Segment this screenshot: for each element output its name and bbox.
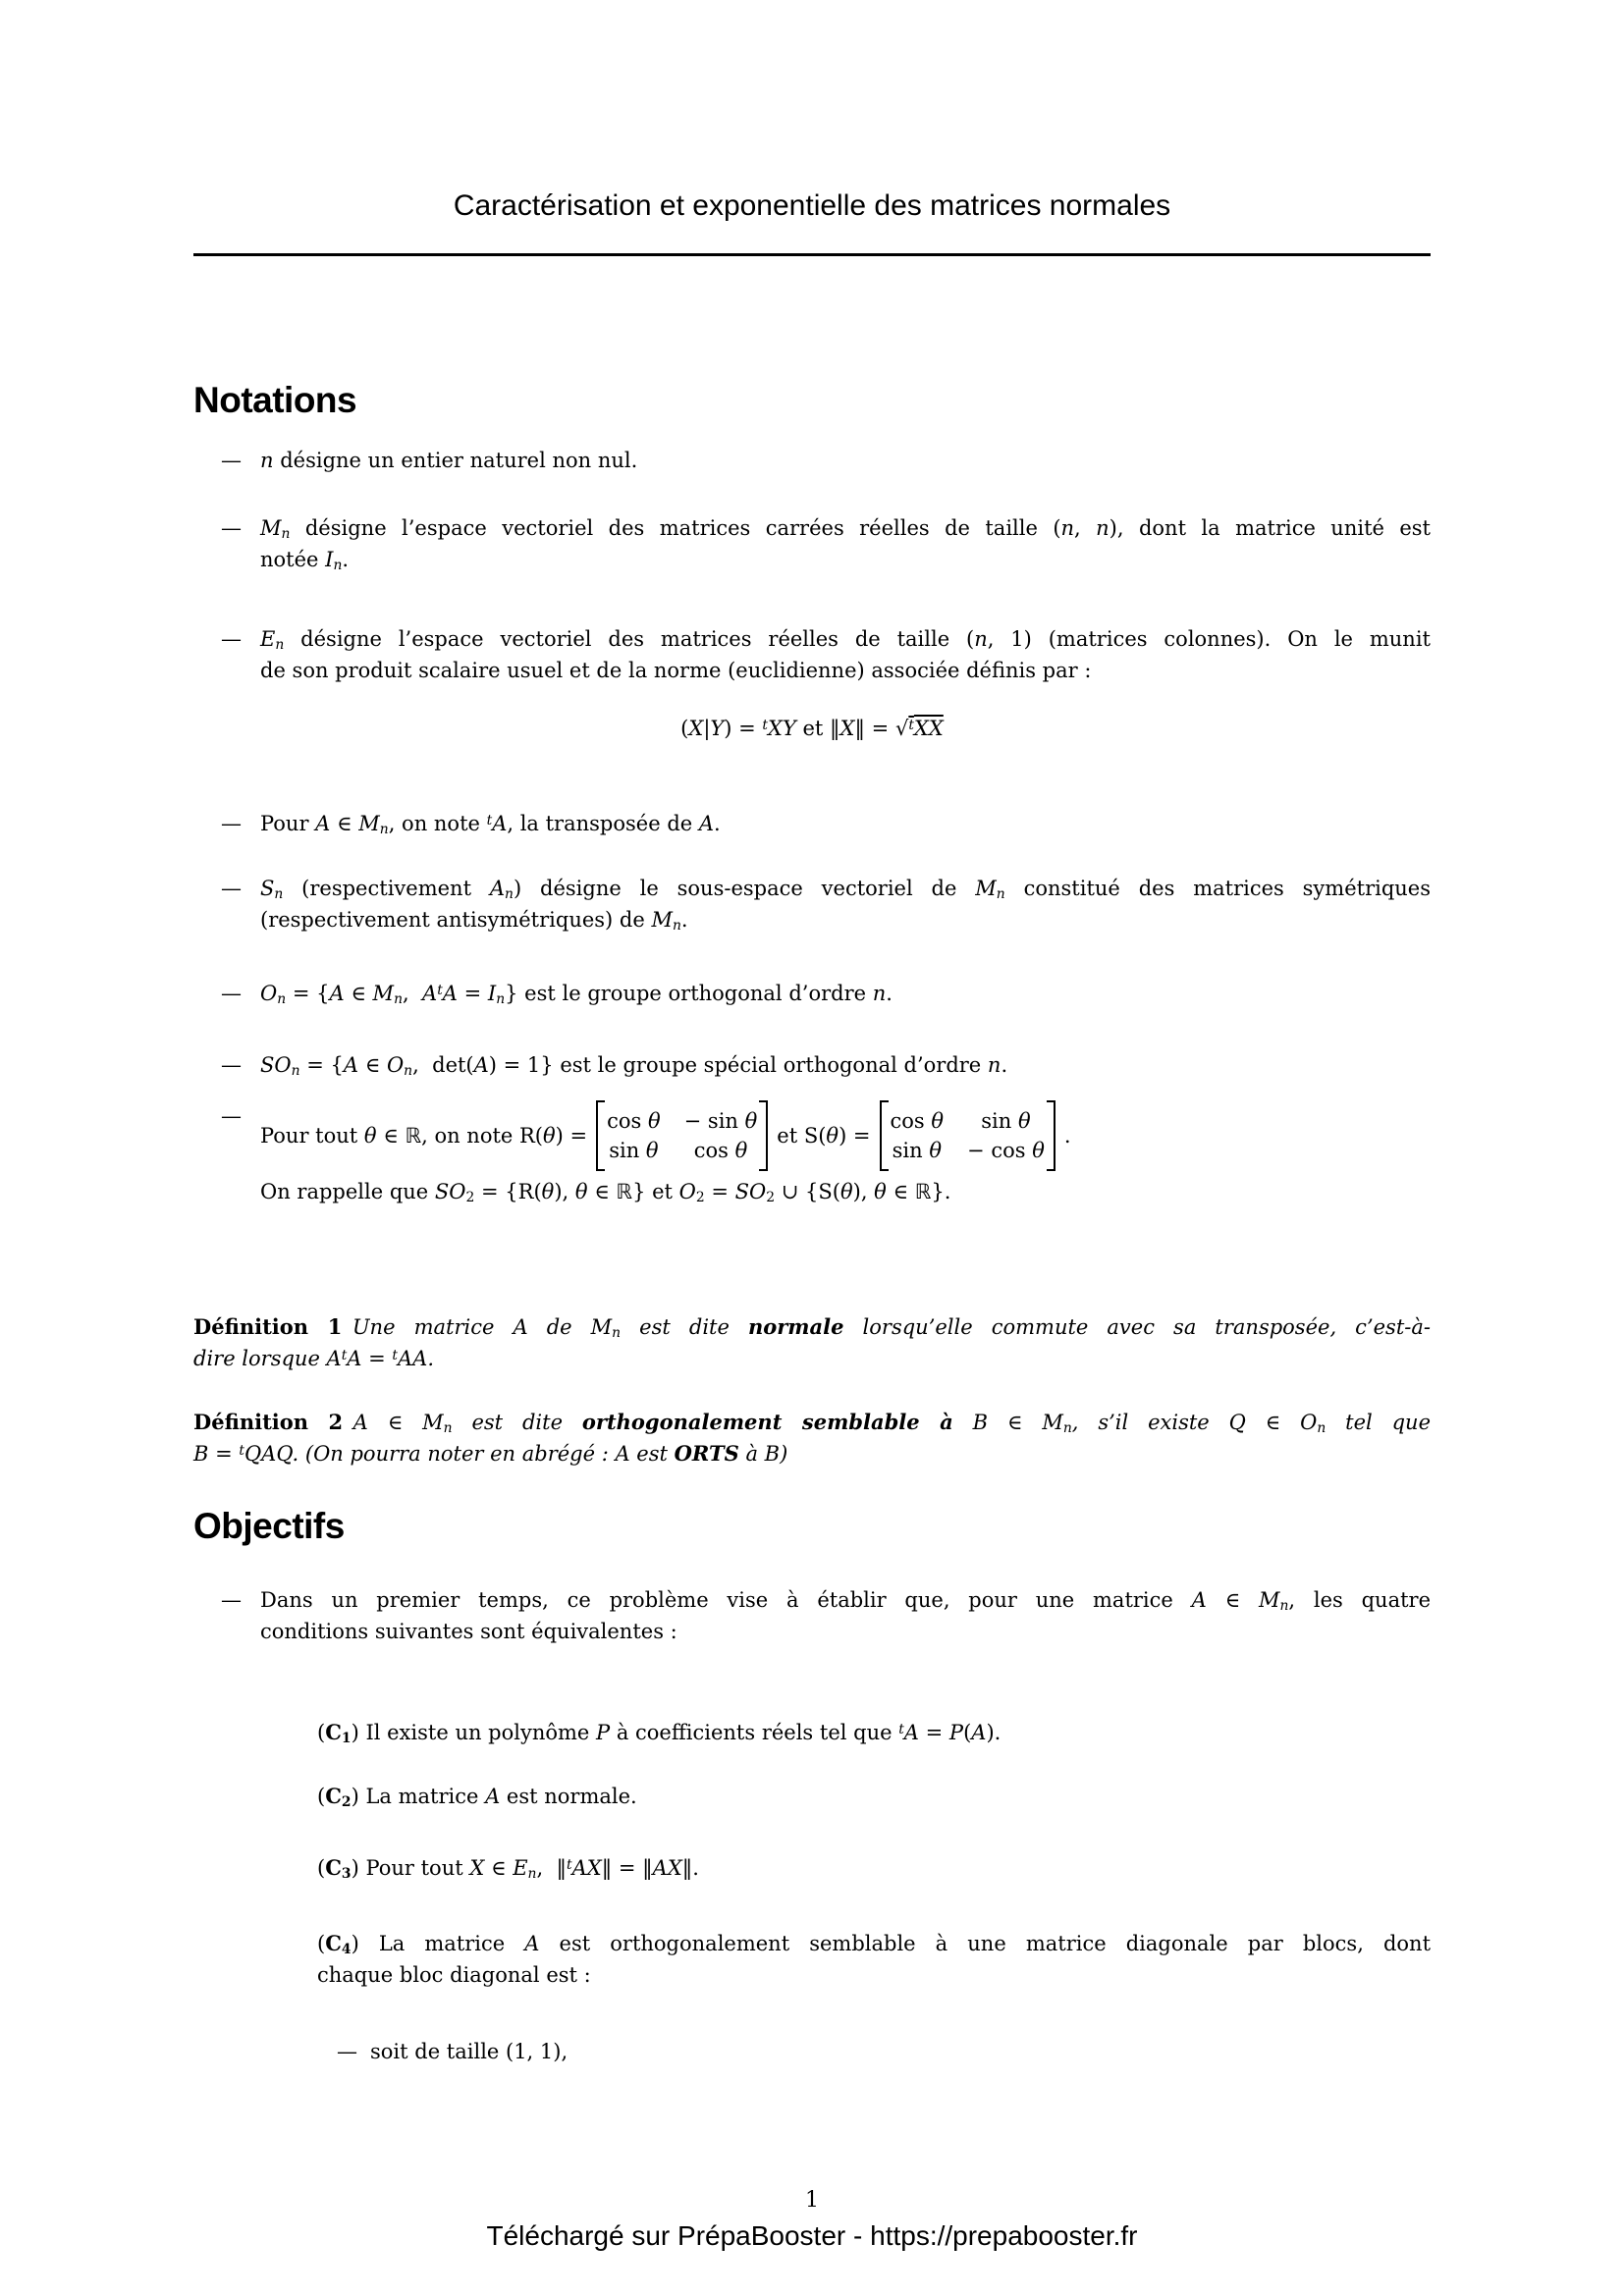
notation-item-text: [260, 1100, 1431, 1207]
notation-item: [193, 445, 1431, 476]
notation-item: [193, 1049, 1431, 1081]
notation-item: [193, 512, 1431, 575]
notation-item-text: $SO_n = \{A$ ∈ $O_n$, det(A) = 1} est le groupe spécial orthogonal d’ordre n.: [260, 1053, 1008, 1079]
condition-c1: $(C_1)$ Il existe un polynôme P à coefficients réels tel que $^t$A = P(A).: [317, 1720, 1001, 1746]
download-footer: Téléchargé sur PrépaBooster - https://prepabooster.fr: [486, 2220, 1138, 2251]
matrix-cell: cos θ: [693, 1139, 748, 1162]
document-content: [193, 0, 1431, 2067]
inner-product-formula: (X|Y) = $^t$XY et ‖X‖ = √$^t$XX: [680, 717, 944, 740]
definition-1: Définition 1 Une matrice A de $M_n$ est dite normale lorsqu’elle commute avec sa transposée, c’est-à- dire lorsque $A^tA = ^tAA$.: [193, 1314, 1431, 1370]
notation-item-text: Pour A ∈ $M_n$, on note $^t$A, la transposée de A.: [260, 812, 721, 837]
matrix-cell: cos θ: [890, 1109, 945, 1133]
definition-2: Définition 2 A ∈ $M_n$ est dite orthogonalement semblable à B ∈ $M_n$, s’il existe Q ∈ $O_n$ tel que B = $^t$QAQ. (On pourra noter en abrégé : A est ORTS à B): [193, 1410, 1431, 1466]
objectifs-heading: Objectifs: [193, 1506, 345, 1546]
subitem-text: soit de taille (1, 1),: [370, 2040, 568, 2063]
notation-item: [193, 623, 1431, 686]
rotation-matrix: [596, 1100, 768, 1171]
matrix-cell: sin θ: [892, 1139, 942, 1162]
so2-o2-recall-line: On rappelle que $SO_2 = \{R(\theta)$, θ ∈ ℝ} et $O_2 = SO_2$ ∪ {S(θ), θ ∈ ℝ}.: [260, 1180, 951, 1205]
notation-item-text: $M_n$ désigne l’espace vectoriel des matrices carrées réelles de taille (n, n), dont la matrice unité est notée $I_n$.: [260, 516, 1431, 573]
bullet-dash: —: [221, 877, 242, 900]
reflection-matrix: [880, 1100, 1056, 1171]
matrix-pre-text: Pour tout θ ∈ ℝ, on note R(θ) =: [260, 1124, 588, 1148]
notation-item-text: $O_n = \{A$ ∈ $M_n$, $A^tA = I_n$} est le groupe orthogonal d’ordre n.: [260, 982, 893, 1007]
notation-item: [193, 808, 1431, 839]
notation-item-text: n désigne un entier naturel non nul.: [260, 449, 638, 472]
page-number: 1: [805, 2188, 819, 2213]
bullet-dash: —: [221, 516, 242, 540]
block-size-subitem: [337, 2036, 1431, 2067]
matrix-cell: − sin θ: [683, 1109, 758, 1133]
matrix-post-text: .: [1063, 1124, 1071, 1148]
notation-item: [193, 978, 1431, 1009]
notation-item-text: $S_n$ (respectivement $A_n$) désigne le sous-espace vectoriel de $M_n$ constitué des matrices symétriques (respectivement antisymétriques) de $M_n$.: [260, 877, 1431, 934]
matrix-mid-text: et S(θ) =: [777, 1124, 871, 1148]
bullet-dash: —: [221, 449, 242, 472]
condition-c3: $(C_3)$ Pour tout X ∈ $E_n$, ‖$^t$AX‖ = ‖AX‖.: [317, 1855, 699, 1882]
bullet-dash: —: [221, 1588, 242, 1612]
bullet-dash: —: [221, 812, 242, 835]
notation-item: [193, 873, 1431, 935]
bullet-dash: —: [221, 1104, 242, 1128]
bullet-dash: —: [221, 982, 242, 1005]
condition-c2: $(C_2)$ La matrice A est normale.: [317, 1784, 637, 1810]
matrix-cell: cos θ: [607, 1109, 661, 1133]
bullet-dash: —: [221, 1053, 242, 1077]
matrix-cell: sin θ: [609, 1139, 659, 1162]
notation-item-text: $E_n$ désigne l’espace vectoriel des matrices réelles de taille (n, 1) (matrices colonnes). On le munit de son produit scalaire usuel et de la norme (euclidienne) associée définis par :: [260, 627, 1431, 682]
condition-c4: $(C_4)$ La matrice A est orthogonalement semblable à une matrice diagonale par blocs, dont chaque bloc diagonal est :: [317, 1931, 1432, 1987]
notations-heading: Notations: [193, 380, 357, 420]
matrix-definition-line: [260, 1100, 1431, 1171]
bullet-dash: —: [221, 627, 242, 651]
notation-item-rotation-matrices: [193, 1100, 1431, 1207]
matrix-cell: − cos θ: [967, 1139, 1045, 1162]
matrix-cell: sin θ: [981, 1109, 1031, 1133]
document-title: Caractérisation et exponentielle des matrices normales: [453, 189, 1171, 222]
bullet-dash: —: [337, 2040, 357, 2063]
objectifs-intro: [193, 1584, 1431, 1647]
objectifs-intro-text: Dans un premier temps, ce problème vise à établir que, pour une matrice A ∈ $M_n$, les quatre conditions suivantes sont équivalentes :: [260, 1588, 1432, 1643]
